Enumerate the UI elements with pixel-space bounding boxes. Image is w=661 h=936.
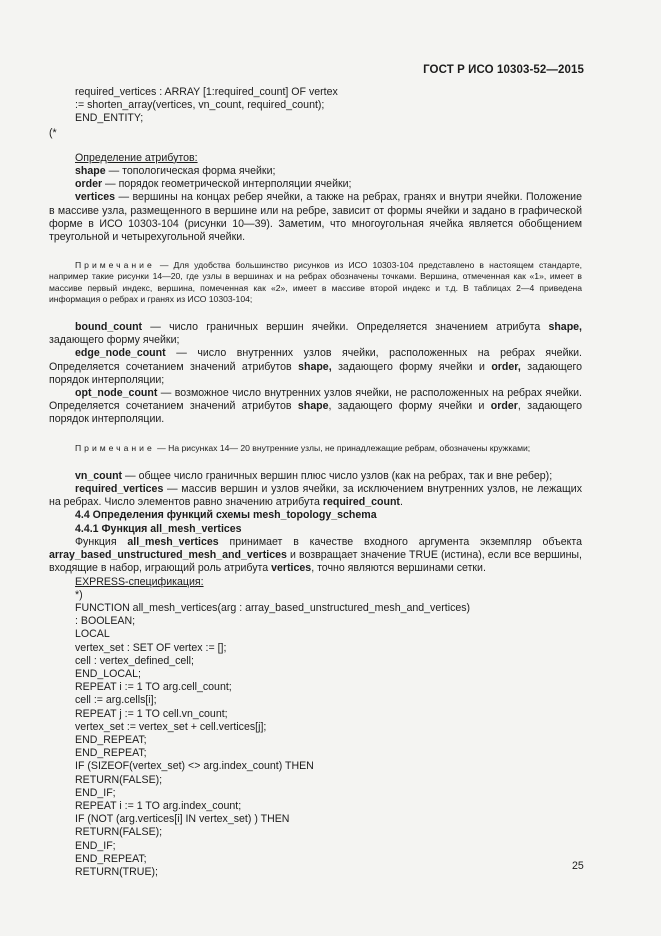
- attr-shape: shape — топологическая форма ячейки;: [75, 165, 276, 178]
- code-line: RETURN(FALSE);: [75, 826, 163, 839]
- code-line: END_REPEAT;: [75, 733, 147, 746]
- code-line: END_REPEAT;: [75, 747, 147, 760]
- note-2: Примечание — На рисунках 14— 20 внутренние узлы, не принадлежащие ребрам, обозначены кружками;: [75, 442, 531, 453]
- section-title-4-4: 4.4 Определения функций схемы mesh_topology_schema: [75, 509, 377, 522]
- code-line: := shorten_array(vertices, vn_count, required_count);: [75, 99, 325, 112]
- code-line: END_LOCAL;: [75, 667, 141, 680]
- attr-required-vertices: required_vertices — массив вершин и узлов ячейки, за исключением внутренних узлов, не лежащих на ребрах. Число элементов равно значению атрибута required_count.: [49, 483, 582, 509]
- express-code-block: [49, 589, 582, 879]
- function-description: Функция all_mesh_vertices принимает в качестве входного аргумента экземпляр объекта array_based_unstructured_mesh_and_vertices и возвращает значение TRUE (истина), если все вершины, входящие в набор, играющий роль атрибута vertices, точно являются вершинами сетки.: [49, 535, 582, 575]
- page-content: [49, 86, 582, 879]
- code-line: cell : vertex_defined_cell;: [75, 654, 194, 667]
- express-label: EXPRESS-спецификация:: [75, 575, 204, 588]
- document-header: ГОСТ Р ИСО 10303-52—2015: [423, 64, 584, 76]
- attr-vn-count: vn_count — общее число граничных вершин плюс число узлов (как на ребрах, так и вне ребер);: [75, 469, 553, 482]
- code-line: cell := arg.cells[i];: [75, 694, 157, 707]
- code-line: IF (SIZEOF(vertex_set) <> arg.index_count) THEN: [75, 760, 314, 773]
- attr-edge-node-count: edge_node_count — число внутренних узлов ячейки, расположенных на ребрах ячейки. Определяется сочетанием значений атрибутов shape, задающего форму ячейки и order, задающего порядок интерполяции;: [49, 347, 582, 386]
- code-line: END_IF;: [75, 786, 116, 799]
- code-line: END_ENTITY;: [75, 112, 144, 125]
- code-line: : BOOLEAN;: [75, 615, 136, 628]
- page-number: 25: [572, 860, 584, 872]
- section-title-4-4-1: 4.4.1 Функция all_mesh_vertices: [75, 522, 242, 535]
- comment-open: (*: [49, 126, 57, 139]
- code-line: RETURN(TRUE);: [75, 865, 158, 878]
- code-line: END_REPEAT;: [75, 852, 147, 865]
- code-line: END_IF;: [75, 839, 116, 852]
- code-line: REPEAT j := 1 TO cell.vn_count;: [75, 707, 228, 720]
- code-line: *): [75, 588, 83, 601]
- attr-opt-node-count: opt_node_count — возможное число внутренних узлов ячейки, не расположенных на ребрах ячейки. Определяется сочетанием значений атрибутов shape, задающего форму ячейки и order, задающего порядок интерполяции.: [49, 387, 582, 426]
- attr-order: order — порядок геометрической интерполяции ячейки;: [75, 178, 352, 191]
- attr-vertices: vertices — вершины на концах ребер ячейки, а также на ребрах, гранях и внутри ячейки. Положение в массиве узла, размещенного в вершине или на ребре, зависит от формы ячейки и задано в графической форме в ИСО 10303-104 (рисунки 10—39). Заметим, что многоугольная ячейка является обобщением треугольной и четырехугольной ячейки.: [49, 191, 582, 244]
- code-line: FUNCTION all_mesh_vertices(arg : array_based_unstructured_mesh_and_vertices): [75, 601, 471, 614]
- code-line: REPEAT i := 1 TO arg.cell_count;: [75, 681, 232, 694]
- code-line: IF (NOT (arg.vertices[i] IN vertex_set) ) THEN: [75, 813, 290, 826]
- attr-heading: Определение атрибутов:: [75, 151, 198, 164]
- code-line: RETURN(FALSE);: [75, 773, 163, 786]
- attr-bound-count: bound_count — число граничных вершин ячейки. Определяется значением атрибута shape, задающего форму ячейки;: [49, 321, 582, 347]
- code-line: REPEAT i := 1 TO arg.index_count;: [75, 799, 242, 812]
- code-line: vertex_set : SET OF vertex := [];: [75, 641, 227, 654]
- code-line: required_vertices : ARRAY [1:required_count] OF vertex: [75, 86, 338, 98]
- code-line: vertex_set := vertex_set + cell.vertices[j];: [75, 720, 267, 733]
- code-line: LOCAL: [75, 628, 110, 641]
- note-1: Примечание — Для удобства большинство рисунков из ИСО 10303-104 представлено в настоящем стандарте, например такие рисунки 14—20, где узлы в вершинах и на ребрах обозначены точками. Вершина, отмеченная как «1», имеет в массиве первый индекс, вершина, помеченная как «2», имеет в массиве второй индекс и т.д. В таблицах 2—4 приведена информация о ребрах и гранях из ИСО 10303-104;: [49, 260, 582, 304]
